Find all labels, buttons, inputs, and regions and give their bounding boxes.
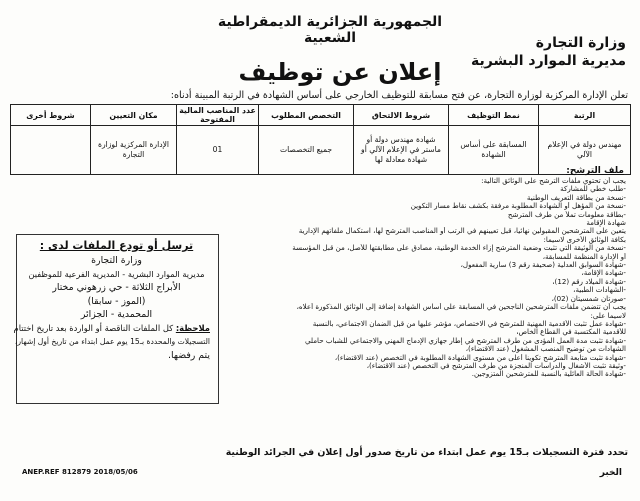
directorate-name: مديرية الموارد البشرية: [471, 53, 626, 69]
list-item: الشهادات من توضيح المنصب المشغول (عند الاقتضاء)،: [465, 345, 626, 354]
list-item: -شهادة السوابق العدلية (صحيفة رقم 3) سارية المفعول،: [460, 261, 626, 270]
list-item: أو الإدارة المنظمة للمسابقة،: [542, 252, 626, 261]
address-line: المحمدية - الجزائر: [80, 309, 153, 320]
list-item: -نسخة من المؤهل أو الشهادة المطلوبة مرفقة بكشف نقاط مسار التكوين: [410, 202, 626, 211]
col-header-other: شروط أخرى: [11, 105, 91, 126]
anep-reference: ANEP.REF 812879 2018/05/06: [22, 468, 138, 476]
note-line: يتم رفضها.: [168, 349, 210, 361]
cell-rank: مهندس دولة في الإعلام الآلي: [539, 126, 631, 175]
cell-conditions: شهادة مهندس دولة أو ماستر في الإعلام الآلي أو شهادة معادلة لها: [354, 126, 449, 175]
list-item: يتعين على المترشحين المقبولين نهائيا، قبل تعيينهم في الرتب أو المناصب المترشح لها، استكمال ملفاتهم الإدارية: [298, 227, 626, 236]
republic-heading: الجمهورية الجزائرية الديمقراطية الشعبية: [217, 14, 443, 46]
list-item: لاسيما على:: [590, 311, 626, 320]
jobs-table: [10, 104, 631, 175]
cell-specialty: جميع التخصصات: [259, 126, 354, 175]
deposit-box: [13, 234, 219, 404]
list-item: -وثيقة تثبت الأشغال والدراسات المنجزة من طرف المترشح في التخصص (عند الاقتضاء)،: [366, 361, 626, 370]
list-item: بكافة الوثائق الأخرى لاسيما:: [543, 235, 626, 244]
ministry-block: [471, 34, 626, 70]
col-header-conditions: شروط الالتحاق: [354, 105, 449, 126]
list-item: -طلب خطي للمشاركة: [560, 185, 626, 194]
list-item: -شهادة تثبت مدة العمل المؤدى من طرف المترشح في إطار جهازي الإدماج المهني والاجتماعي للشباب حاملي: [304, 336, 626, 345]
intro-text: تعلن الإدارة المركزية لوزارة التجارة، عن فتح مسابقة للتوظيف الخارجي على أساس الشهادة في الرتبة المبينة أدناه:: [170, 90, 628, 101]
note-line: [13, 322, 210, 336]
list-item: -بطاقة معلومات تملأ من طرف المترشح: [507, 210, 626, 219]
list-item: -شهادة الميلاد رقم (12)،: [552, 277, 626, 286]
list-item: -صورتان شمسيتان (02)،: [551, 294, 626, 303]
deadline-text: تحدد فترة التسجيلات بـ15 يوم عمل ابتداء من تاريخ صدور أول إعلان في الجرائد الوطنية: [225, 447, 628, 458]
address-line: الأبراج الثلاثة - حي زرهوني مختار: [52, 282, 181, 293]
col-header-recruitment-mode: نمط التوظيف: [449, 105, 539, 126]
col-header-specialty: التخصص المطلوب: [259, 105, 354, 126]
list-item: -نسخة من الوثيقة التي تثبت وضعية المترشح إزاء الخدمة الوطنية، مصادق على مطابقتها للأصل، من قبل المؤسسة: [292, 244, 626, 253]
list-item: -شهادة الحالة العائلية بالنسبة للمترشحين المتزوجين.: [471, 370, 626, 379]
list-item: -شهادة عمل تثبت الأقدمية المهنية للمترشح في الاختصاص، مؤشر عليها من قبل الضمان الاجتماعي، بالنسبة: [312, 319, 626, 328]
list-item: -الشهادات الطبية،: [573, 286, 626, 295]
col-header-rank: الرتبة: [539, 105, 631, 126]
address-line: مديرية الموارد البشرية - المديرية الفرعية للموظفين: [28, 268, 205, 279]
list-item: -شهادة تثبت متابعة المترشح تكوينا أعلى من مستوى الشهادة المطلوبة في التخصص (عند الاقتضاء)،: [334, 353, 626, 362]
col-header-location: مكان التعيين: [91, 105, 177, 126]
note-line: التسجيلات والمحددة بـ15 يوم عمل ابتداء من تاريخ أول إشهار،: [14, 337, 210, 346]
list-item: -نسخة من بطاقة التعريف الوطنية: [526, 193, 626, 202]
note-label: ملاحظة:: [175, 322, 210, 333]
newspaper-source: الخبر: [599, 468, 622, 478]
address-line: (الموز - سابقا): [87, 295, 146, 307]
list-item: يجب أن تتضمن ملفات المترشحين الناجحين في المسابقة على أساس الشهادة إضافة إلى الوثائق المذكورة أعلاه،: [296, 303, 626, 312]
list-item: -شهادة الإقامة،: [581, 269, 626, 278]
list-item: شهادة الإقامة: [586, 219, 626, 228]
requirements-list: [228, 177, 626, 379]
deposit-title: ترسل أو تودع الملفات لدى :: [39, 239, 194, 252]
cell-location: الإدارة المركزية لوزارة التجارة: [91, 126, 177, 175]
address-line: وزارة التجارة: [91, 255, 142, 266]
list-item: للأقدمية المكتسبة في القطاع الخاص،: [516, 328, 626, 337]
table-row: [11, 126, 631, 175]
ministry-name: وزارة التجارة: [535, 35, 626, 51]
list-item: يجب أن تحتوي ملفات الترشح على الوثائق التالية:: [481, 177, 626, 185]
table-header-row: [11, 105, 631, 126]
col-header-positions: عدد المناصب المالية المفتوحة: [177, 105, 259, 126]
cell-other: [11, 126, 91, 175]
dossier-title: ملف الترشح:: [566, 166, 624, 176]
announcement-title: إعلان عن توظيف: [238, 58, 442, 86]
note-text: كل الملفات الناقصة أو الواردة بعد تاريخ اختتام: [13, 322, 174, 333]
cell-positions: 01: [177, 126, 259, 175]
cell-recruitment-mode: المسابقة على أساس الشهادة: [449, 126, 539, 175]
